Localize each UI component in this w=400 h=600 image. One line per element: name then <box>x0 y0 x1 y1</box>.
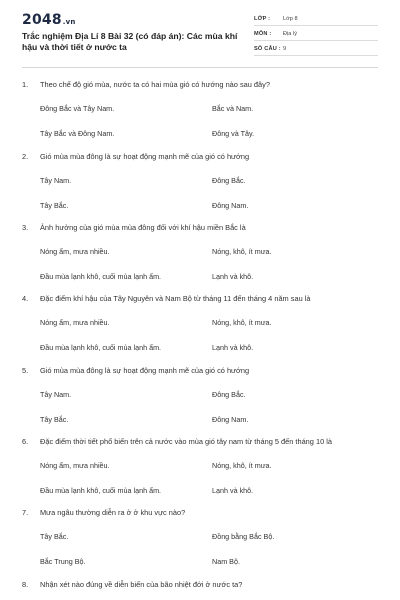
answer-option[interactable]: Nóng ẩm, mưa nhiều. <box>40 318 110 327</box>
answer-option[interactable]: Đông và Tây. <box>212 129 255 138</box>
question-number: 2. <box>22 152 29 161</box>
answer-option[interactable]: Tây Bắc. <box>40 415 69 424</box>
question-text: Đặc điểm thời tiết phổ biến trên cả nước vào mùa gió tây nam từ tháng 5 đến tháng 10 là <box>40 437 332 446</box>
question-number: 8. <box>22 580 29 589</box>
answer-option[interactable]: Nóng, khô, ít mưa. <box>212 318 272 327</box>
meta-value: 9 <box>283 46 287 52</box>
answer-option[interactable]: Nóng ẩm, mưa nhiều. <box>40 461 110 470</box>
brand-logo[interactable] <box>22 12 76 28</box>
answer-option[interactable]: Đông Bắc. <box>212 390 246 399</box>
answer-option[interactable]: Tây Bắc và Đông Nam. <box>40 129 115 138</box>
question-number: 3. <box>22 223 29 232</box>
meta-value: Lớp 8 <box>283 16 298 22</box>
question-text: Mưa ngâu thường diễn ra ở ở khu vực nào? <box>40 508 186 517</box>
question-text: Đặc điểm khí hậu của Tây Nguyên và Nam Bộ từ tháng 11 đến tháng 4 năm sau là <box>40 294 311 303</box>
question-text: Gió mùa mùa đông là sự hoạt động mạnh mẽ của gió có hướng <box>40 152 250 161</box>
answer-option[interactable]: Đầu mùa lạnh khô, cuối mùa lạnh ẩm. <box>40 343 162 352</box>
question-text: Ảnh hưởng của gió mùa mùa đông đối với khí hậu miền Bắc là <box>40 223 246 232</box>
answer-option[interactable]: Đông Bắc. <box>212 176 246 185</box>
question-number: 5. <box>22 366 29 375</box>
brand-main: 2048 <box>22 12 62 28</box>
answer-option[interactable]: Lạnh và khô. <box>212 486 254 495</box>
meta-key: LỚP : <box>254 16 271 22</box>
answer-option[interactable]: Nóng, khô, ít mưa. <box>212 461 272 470</box>
answer-option[interactable]: Lạnh và khô. <box>212 272 254 281</box>
answer-option[interactable]: Đầu mùa lạnh khô, cuối mùa lạnh ẩm. <box>40 272 162 281</box>
answer-option[interactable]: Tây Bắc. <box>40 532 69 541</box>
document-header <box>0 0 400 68</box>
answer-option[interactable]: Tây Nam. <box>40 176 72 185</box>
answer-option[interactable]: Nam Bộ. <box>212 557 240 566</box>
meta-row-class <box>254 13 378 26</box>
answer-option[interactable]: Tây Nam. <box>40 390 72 399</box>
answer-option[interactable]: Nóng, khô, ít mưa. <box>212 247 272 256</box>
answer-option[interactable]: Bắc Trung Bộ. <box>40 557 86 566</box>
answer-option[interactable]: Đồng bằng Bắc Bộ. <box>212 532 275 541</box>
meta-value: Địa lý <box>283 31 297 37</box>
answer-option[interactable]: Đông Bắc và Tây Nam. <box>40 104 115 113</box>
document-meta <box>254 13 378 58</box>
answer-option[interactable]: Tây Bắc. <box>40 201 69 210</box>
answer-option[interactable]: Lạnh và khô. <box>212 343 254 352</box>
header-divider <box>22 67 378 68</box>
question-number: 1. <box>22 80 29 89</box>
answer-option[interactable]: Nóng ẩm, mưa nhiều. <box>40 247 110 256</box>
brand-sub: .vn <box>62 18 76 26</box>
question-text: Theo chế độ gió mùa, nước ta có hai mùa gió có hướng nào sau đây? <box>40 80 270 89</box>
answer-option[interactable]: Bắc và Nam. <box>212 104 254 113</box>
meta-row-subject <box>254 28 378 41</box>
meta-row-count <box>254 43 378 56</box>
answer-option[interactable]: Đông Nam. <box>212 201 249 210</box>
answer-option[interactable]: Đông Nam. <box>212 415 249 424</box>
document-title: Trắc nghiệm Địa Lí 8 Bài 32 (có đáp án): Các mùa khí hậu và thời tiết ở nước ta <box>22 31 238 52</box>
answer-option[interactable]: Đầu mùa lạnh khô, cuối mùa lạnh ẩm. <box>40 486 162 495</box>
meta-key: SỐ CÂU : <box>254 46 281 52</box>
question-text: Gió mùa mùa đông là sự hoạt động mạnh mẽ của gió có hướng <box>40 366 250 375</box>
question-number: 4. <box>22 294 29 303</box>
meta-key: MÔN : <box>254 31 272 37</box>
question-text: Nhận xét nào đúng về diễn biến của bão nhiệt đới ở nước ta? <box>40 580 243 589</box>
question-number: 7. <box>22 508 29 517</box>
question-number: 6. <box>22 437 29 446</box>
